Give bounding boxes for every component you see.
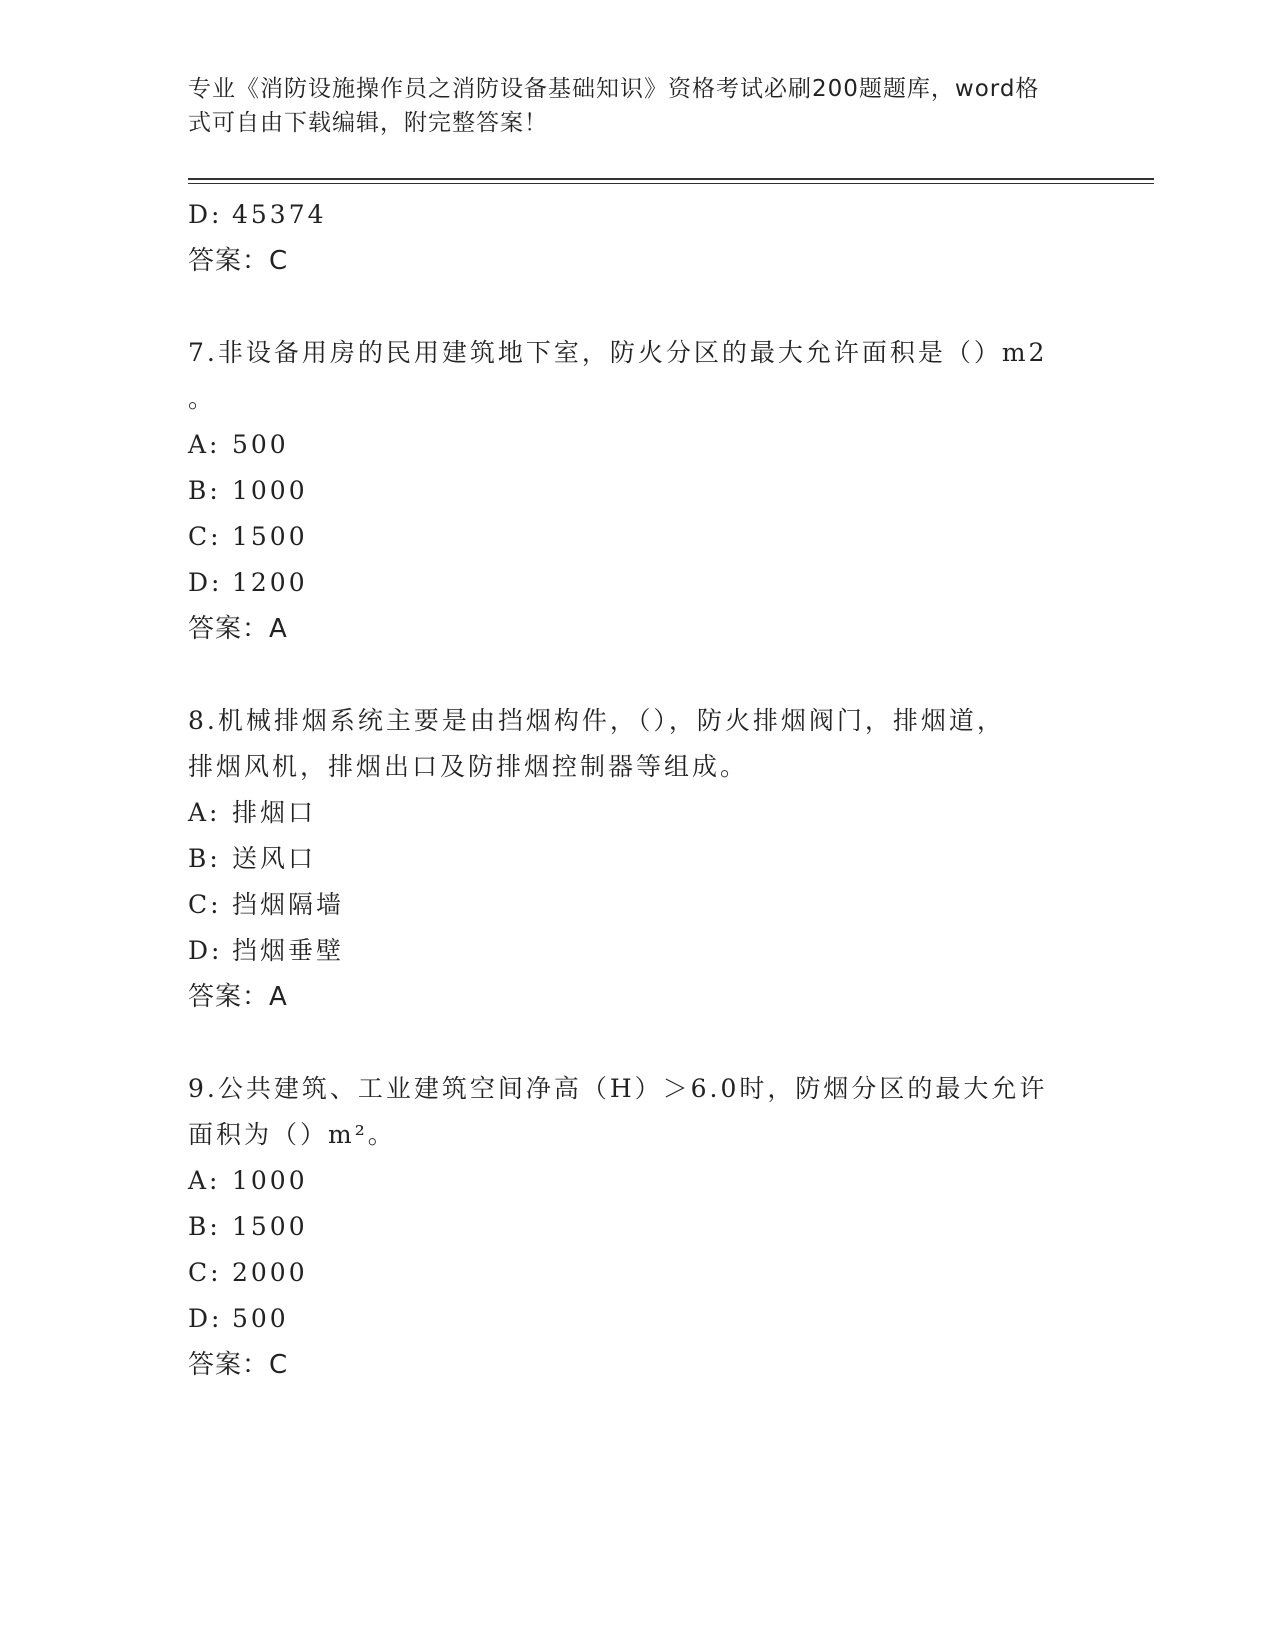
header-line-1: 专业《消防设施操作员之消防设备基础知识》资格考试必刷200题题库，word格 (188, 76, 1040, 102)
option-text: 1000 (232, 1166, 308, 1195)
question-text-line: 。 (188, 384, 217, 413)
option-label: C: (188, 1258, 222, 1287)
answer-line: 答案：A (188, 614, 288, 644)
option-label: A: (188, 798, 221, 827)
option-text: 500 (232, 430, 289, 459)
option-label: B: (188, 844, 221, 873)
option-label: C: (188, 522, 222, 551)
question-8 (188, 698, 1068, 1020)
option-row (188, 790, 1068, 836)
question-text-line: 排烟风机，排烟出口及防排烟控制器等组成。 (188, 752, 749, 781)
option-text: 挡烟隔墙 (232, 890, 345, 919)
option-label: D: (188, 568, 223, 597)
option-row (188, 468, 1068, 514)
option-row (188, 836, 1068, 882)
option-row (188, 514, 1068, 560)
question-text-line: 8.机械排烟系统主要是由挡烟构件，（），防火排烟阀门，排烟道， (188, 706, 1005, 735)
option-text: 1200 (232, 568, 308, 597)
option-row (188, 1158, 1068, 1204)
option-text: 1500 (232, 522, 308, 551)
question-7 (188, 330, 1068, 652)
option-row (188, 1204, 1068, 1250)
header-divider-thin (188, 183, 1154, 184)
option-text: 送风口 (232, 844, 317, 873)
option-row (188, 928, 1068, 974)
option-label: C: (188, 890, 222, 919)
question-list (188, 192, 1068, 1388)
option-label: B: (188, 476, 221, 505)
answer-line: 答案：A (188, 982, 288, 1012)
option-text: 500 (232, 1304, 289, 1333)
page-header (188, 72, 1068, 140)
option-label: A: (188, 430, 221, 459)
option-row (188, 560, 1068, 606)
option-label: D: (188, 936, 223, 965)
question-text-line: 7.非设备用房的民用建筑地下室，防火分区的最大允许面积是（）m2 (188, 338, 1048, 367)
option-text: 1000 (232, 476, 308, 505)
option-text: 挡烟垂壁 (232, 936, 345, 965)
option-text: 45374 (232, 200, 327, 229)
question-9 (188, 1066, 1068, 1388)
option-row (188, 1250, 1068, 1296)
option-row (188, 1296, 1068, 1342)
option-text: 排烟口 (232, 798, 317, 827)
option-text: 2000 (232, 1258, 308, 1287)
option-label: A: (188, 1166, 221, 1195)
header-line-2: 式可自由下载编辑，附完整答案！ (188, 110, 548, 136)
option-label: B: (188, 1212, 221, 1241)
question-text-line: 9.公共建筑、工业建筑空间净高（H）＞6.0时，防烟分区的最大允许 (188, 1074, 1048, 1103)
option-text: 1500 (232, 1212, 308, 1241)
option-label: D: (188, 1304, 223, 1333)
option-row (188, 422, 1068, 468)
option-label: D: (188, 200, 223, 229)
option-row (188, 192, 1068, 238)
question-text-line: 面积为（）m²。 (188, 1120, 396, 1149)
header-divider (188, 178, 1154, 180)
answer-line: 答案：C (188, 1350, 289, 1380)
answer-line: 答案：C (188, 246, 289, 276)
option-row (188, 882, 1068, 928)
